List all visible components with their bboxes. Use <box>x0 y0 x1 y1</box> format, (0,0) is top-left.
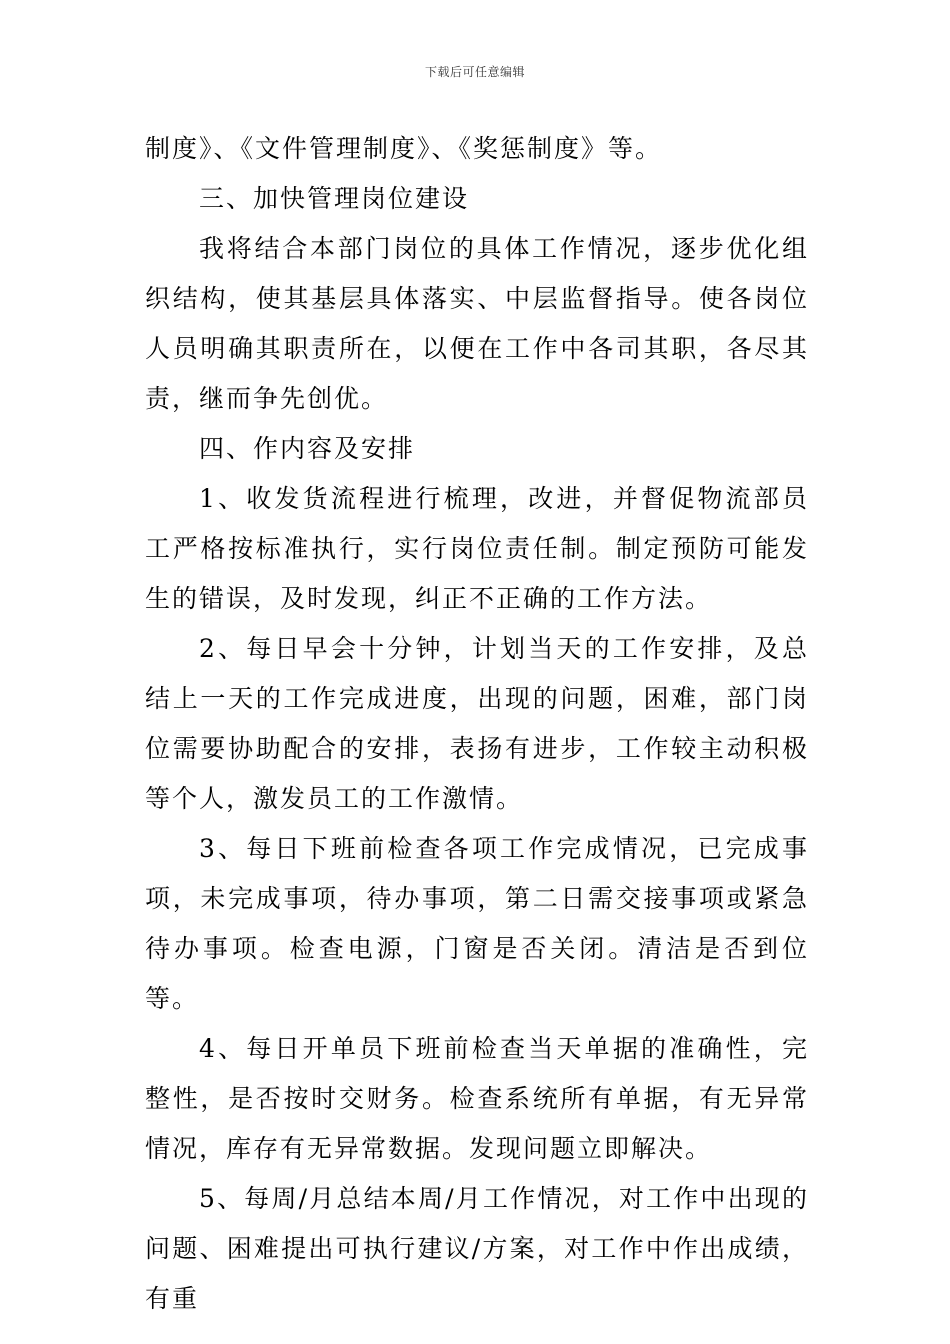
section-heading-4: 四、作内容及安排 <box>199 434 416 463</box>
page-header: 下载后可任意编辑 <box>424 65 525 79</box>
list-item-2: 2、每日早会十分钟，计划当天的工作安排，及总结上一天的工作完成进度，出现的问题，困难，部门岗位需要协助配合的安排，表扬有进步，工作较主动积极等个人，激发员工的工作激情。 <box>145 634 809 813</box>
paragraph-2: 我将结合本部门岗位的具体工作情况，逐步优化组织结构，使其基层具体落实、中层监督指导。使各岗位人员明确其职责所在，以便在工作中各司其职，各尽其责，继而争先创优。 <box>145 234 809 413</box>
list-item-5: 5、每周/月总结本周/月工作情况，对工作中出现的问题、困难提出可执行建议/方案，对工作中作出成绩，有重 <box>145 1184 809 1313</box>
paragraph-1: 制度》、《文件管理制度》、《奖惩制度》等。 <box>145 134 663 163</box>
list-item-1: 1、收发货流程进行梳理，改进，并督促物流部员工严格按标准执行，实行岗位责任制。制定预防可能发生的错误，及时发现，纠正不正确的工作方法。 <box>145 484 809 613</box>
document-body <box>145 124 809 1324</box>
list-item-3: 3、每日下班前检查各项工作完成情况，已完成事项，未完成事项，待办事项，第二日需交接事项或紧急待办事项。检查电源，门窗是否关闭。清洁是否到位等。 <box>145 834 809 1013</box>
list-item-4: 4、每日开单员下班前检查当天单据的准确性，完整性，是否按时交财务。检查系统所有单据，有无异常情况，库存有无异常数据。发现问题立即解决。 <box>145 1034 809 1163</box>
section-heading-3: 三、加快管理岗位建设 <box>199 184 470 213</box>
